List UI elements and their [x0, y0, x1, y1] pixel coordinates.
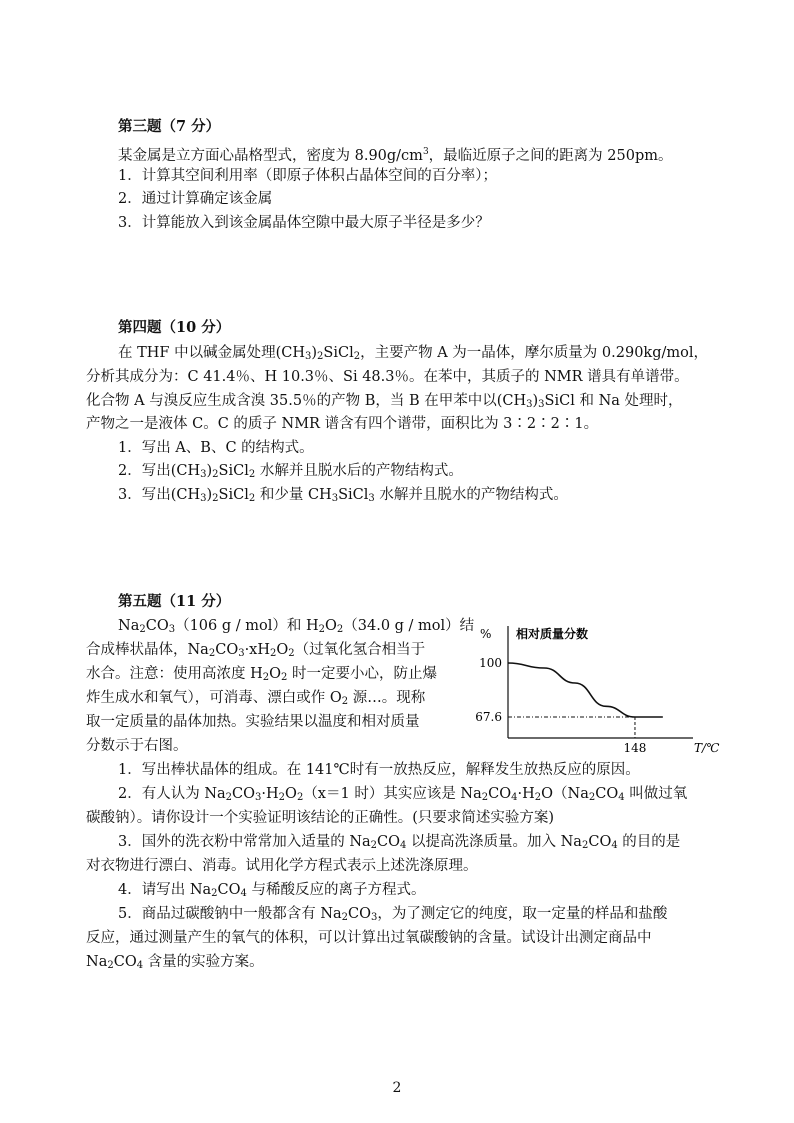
q5-paragraph-line-3: 水合。注意：使用高浓度 $H_2O_2$ 时一定要小心，防止爆: [86, 666, 438, 683]
q5-item-5-line-1: 5．商品过碳酸钠中一般都含有 $Na_2CO_3$，为了测定它的纯度，取一定量的样品和盐酸: [118, 906, 668, 923]
x-axis-label: T/℃: [694, 741, 720, 755]
q5-item-5-line-2: 反应，通过测量产生的氧气的体积，可以计算出过氧碳酸钠的含量。试设计出测定商品中: [86, 930, 652, 946]
q5-item-5-line-3: $Na_2CO_4$ 含量的实验方案。: [86, 954, 264, 971]
q3-item-3: 3．计算能放入到该金属晶体空隙中最大原子半径是多少？: [118, 215, 490, 231]
y-tick-label-1: 100: [479, 656, 502, 670]
mass-fraction-curve: [508, 663, 663, 717]
x-tick-label-1: 148: [623, 741, 647, 755]
q5-heading: 第五题（11 分）: [118, 593, 231, 610]
q5-paragraph-line-1: $Na_2CO_3(106$ g / mol）和 $H_2O_2(34.0$ g / mol）结: [118, 618, 475, 635]
q5-item-3-line-1: 3．国外的洗衣粉中常常加入适量的 $Na_2CO_4$ 以提高洗涤质量。加入 $Na_2CO_4$ 的目的是: [118, 834, 681, 851]
page-number: 2: [392, 1080, 402, 1096]
q4-heading: 第四题（10 分）: [118, 319, 231, 336]
q4-item-2: 2．写出$(CH_3)_2SiCl_2$ 水解并且脱水后的产物结构式。: [118, 463, 463, 480]
q5-item-2-line-2: 碳酸钠）。请你设计一个实验证明该结论的正确性。(只要求简述实验方案): [86, 810, 555, 826]
q3-intro: 某金属是立方面心晶格型式，密度为 $8.90g/cm^3$，最临近原子之间的距离为 250pm。: [118, 147, 673, 164]
q5-paragraph-line-4: 炸生成水和氧气），可消毒、漂白或作 $O_2$ 源…。现称: [86, 690, 426, 707]
q4-paragraph-line-2: 分析其成分为：C 41.4％、H 10.3％、Si 48.3％。在苯中，其质子的 NMR 谱具有单谱带。: [86, 369, 689, 385]
y-tick-label-2: 67.6: [475, 710, 502, 724]
q5-paragraph-line-5: 取一定质量的晶体加热。实验结果以温度和相对质量: [86, 714, 420, 730]
q4-paragraph-line-1: 在 THF 中以碱金属处理$(CH_3)_2SiCl_2$，主要产物 A 为一晶体，摩尔质量为 0.290kg/mol，: [118, 345, 708, 362]
q3-item-2: 2．通过计算确定该金属: [118, 191, 273, 207]
mass-fraction-chart: [470, 618, 720, 758]
chart-title: 相对质量分数: [516, 627, 589, 641]
q4-paragraph-line-3: 化合物 A 与溴反应生成含溴 35.5％的产物 B，当 B 在甲苯中以$(CH_3)_3SiCl$ 和 Na 处理时，: [86, 393, 683, 410]
q4-paragraph-line-4: 产物之一是液体 C。C 的质子 NMR 谱含有四个谱带，面积比为 3∶2∶2∶1。: [86, 416, 599, 432]
q5-paragraph-line-2: 合成棒状晶体，$Na_2CO_3\cdot xH_2O_2$（过氧化氢合相当于: [86, 642, 426, 659]
y-axis-label: %: [480, 627, 492, 641]
q3-item-1: 1．计算其空间利用率（即原子体积占晶体空间的百分率）；: [118, 168, 497, 184]
q5-item-4: 4．请写出 $Na_2CO_4$ 与稀酸反应的离子方程式。: [118, 882, 426, 899]
q4-item-3: 3．写出$(CH_3)_2SiCl_2$ 和少量 $CH_3SiCl_3$ 水解并且脱水的产物结构式。: [118, 487, 568, 504]
q5-paragraph-line-6: 分数示于右图。: [86, 738, 188, 754]
q5-item-2-line-1: 2．有人认为 $Na_2CO_3\cdot H_2O_2(x=1$ 时）其实应该是 $Na_2CO_4\cdot H_2O(Na_2CO_4$ 叫做过氧: [118, 786, 688, 803]
q5-item-3-line-2: 对衣物进行漂白、消毒。试用化学方程式表示上述洗涤原理。: [86, 858, 478, 874]
q3-heading: 第三题（7 分）: [118, 118, 221, 135]
q5-item-1: 1．写出棒状晶体的组成。在 141℃时有一放热反应，解释发生放热反应的原因。: [118, 762, 640, 778]
q4-item-1: 1．写出 A、B、C 的结构式。: [118, 440, 314, 456]
